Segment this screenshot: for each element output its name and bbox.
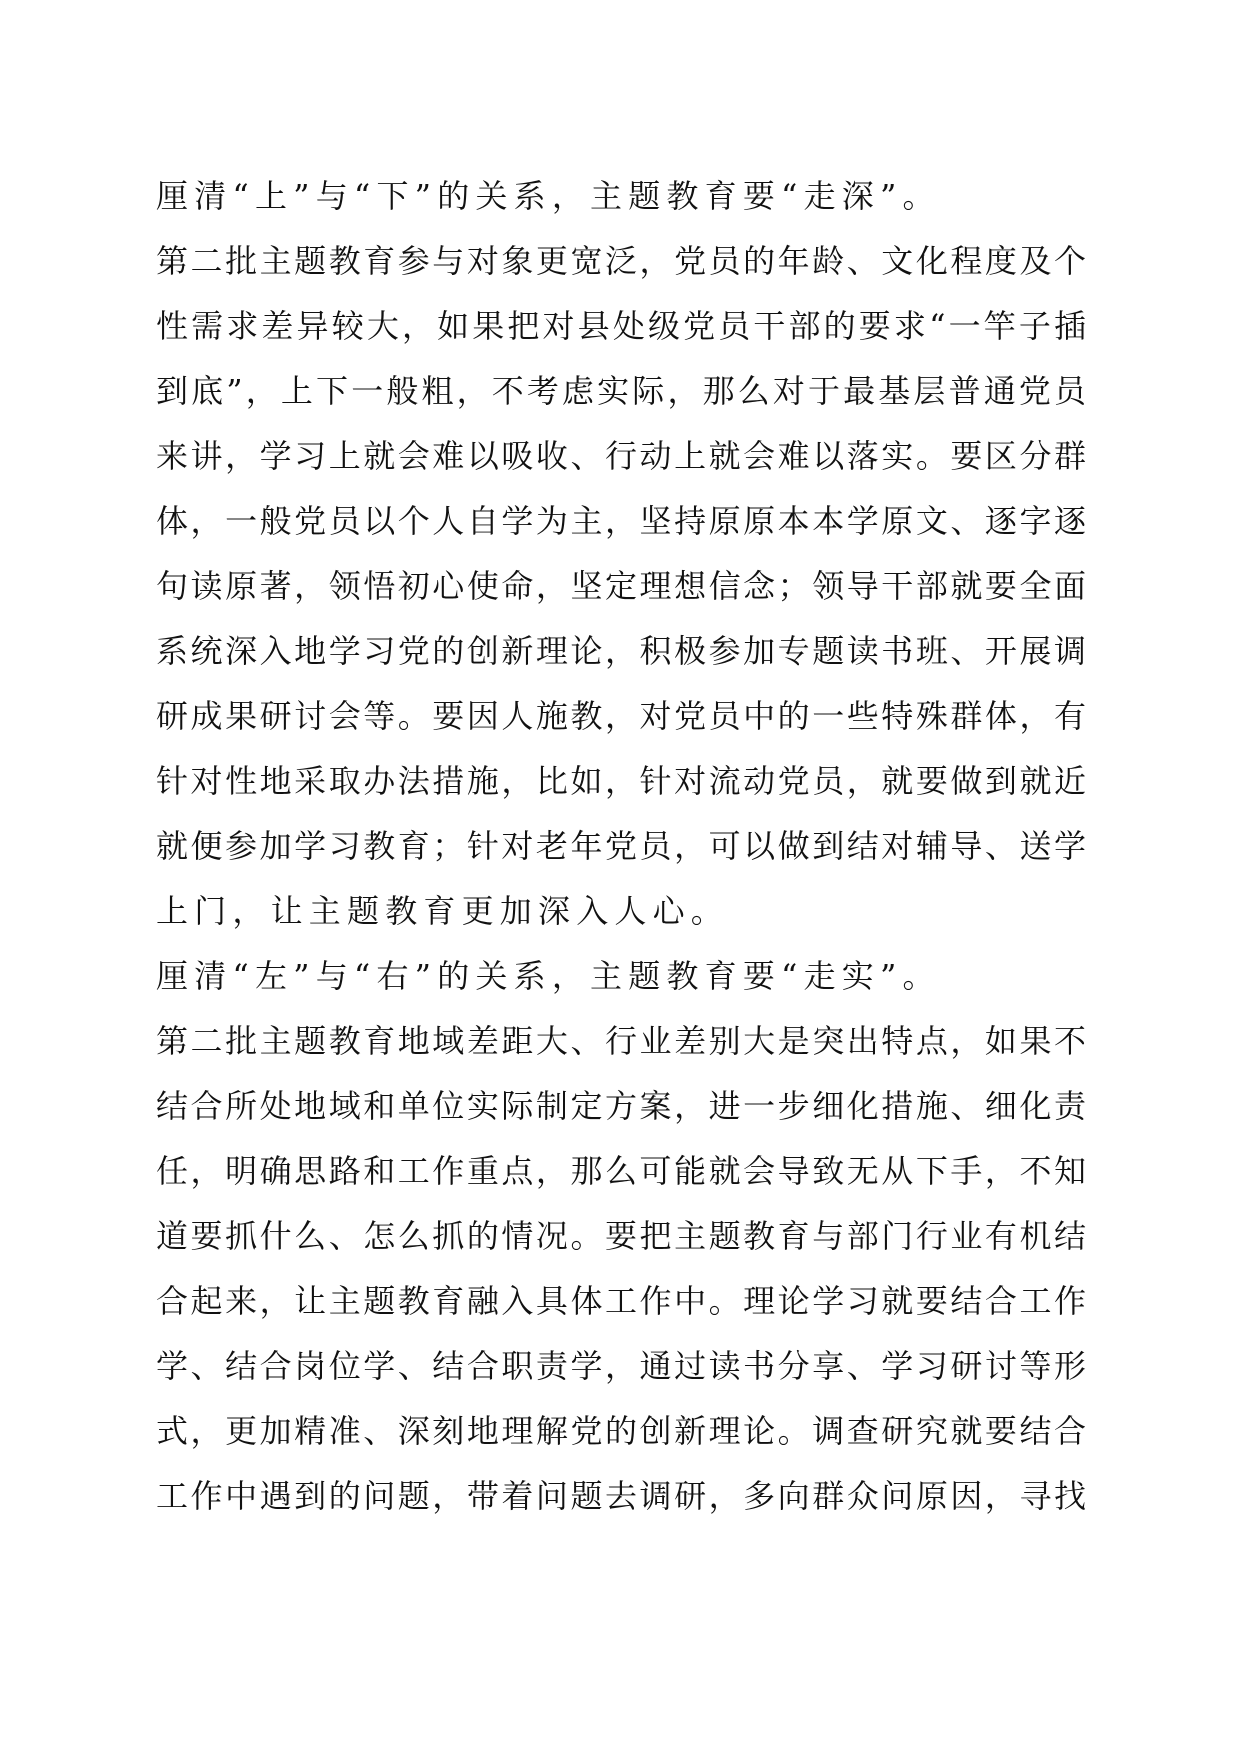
paragraph-line: 道要抓什么、怎么抓的情况。要把主题教育与部门行业有机结 bbox=[156, 1217, 1086, 1255]
paragraph-line: 来讲，学习上就会难以吸收、行动上就会难以落实。要区分群 bbox=[156, 437, 1086, 475]
paragraph-line: 研成果研讨会等。要因人施教，对党员中的一些特殊群体，有 bbox=[156, 697, 1086, 735]
paragraph-line: 系统深入地学习党的创新理论，积极参加专题读书班、开展调 bbox=[156, 632, 1086, 670]
paragraph-line: 结合所处地域和单位实际制定方案，进一步细化措施、细化责 bbox=[156, 1087, 1086, 1125]
paragraph-line: 工作中遇到的问题，带着问题去调研，多向群众问原因，寻找 bbox=[156, 1477, 1086, 1515]
document-body bbox=[156, 164, 1086, 1529]
paragraph-line: 句读原著，领悟初心使命，坚定理想信念；领导干部就要全面 bbox=[156, 567, 1086, 605]
section-heading-up-down: 厘清“上”与“下”的关系，主题教育要“走深”。 bbox=[156, 177, 941, 215]
paragraph-line: 体，一般党员以个人自学为主，坚持原原本本学原文、逐字逐 bbox=[156, 502, 1086, 540]
section-heading-left-right: 厘清“左”与“右”的关系，主题教育要“走实”。 bbox=[156, 957, 941, 995]
paragraph-line: 到底”，上下一般粗，不考虑实际，那么对于最基层普通党员 bbox=[156, 372, 1086, 410]
paragraph-line: 第二批主题教育地域差距大、行业差别大是突出特点，如果不 bbox=[156, 1022, 1086, 1060]
paragraph-line: 上门，让主题教育更加深入人心。 bbox=[156, 892, 730, 930]
paragraph-line: 第二批主题教育参与对象更宽泛，党员的年龄、文化程度及个 bbox=[156, 242, 1086, 280]
paragraph-line: 就便参加学习教育；针对老年党员，可以做到结对辅导、送学 bbox=[156, 827, 1086, 865]
paragraph-line: 式，更加精准、深刻地理解党的创新理论。调查研究就要结合 bbox=[156, 1412, 1086, 1450]
paragraph-line: 学、结合岗位学、结合职责学，通过读书分享、学习研讨等形 bbox=[156, 1347, 1086, 1385]
paragraph-line: 合起来，让主题教育融入具体工作中。理论学习就要结合工作 bbox=[156, 1282, 1086, 1320]
paragraph-line: 性需求差异较大，如果把对县处级党员干部的要求“一竿子插 bbox=[156, 307, 1086, 345]
paragraph-line: 任，明确思路和工作重点，那么可能就会导致无从下手，不知 bbox=[156, 1152, 1086, 1190]
paragraph-line: 针对性地采取办法措施，比如，针对流动党员，就要做到就近 bbox=[156, 762, 1086, 800]
